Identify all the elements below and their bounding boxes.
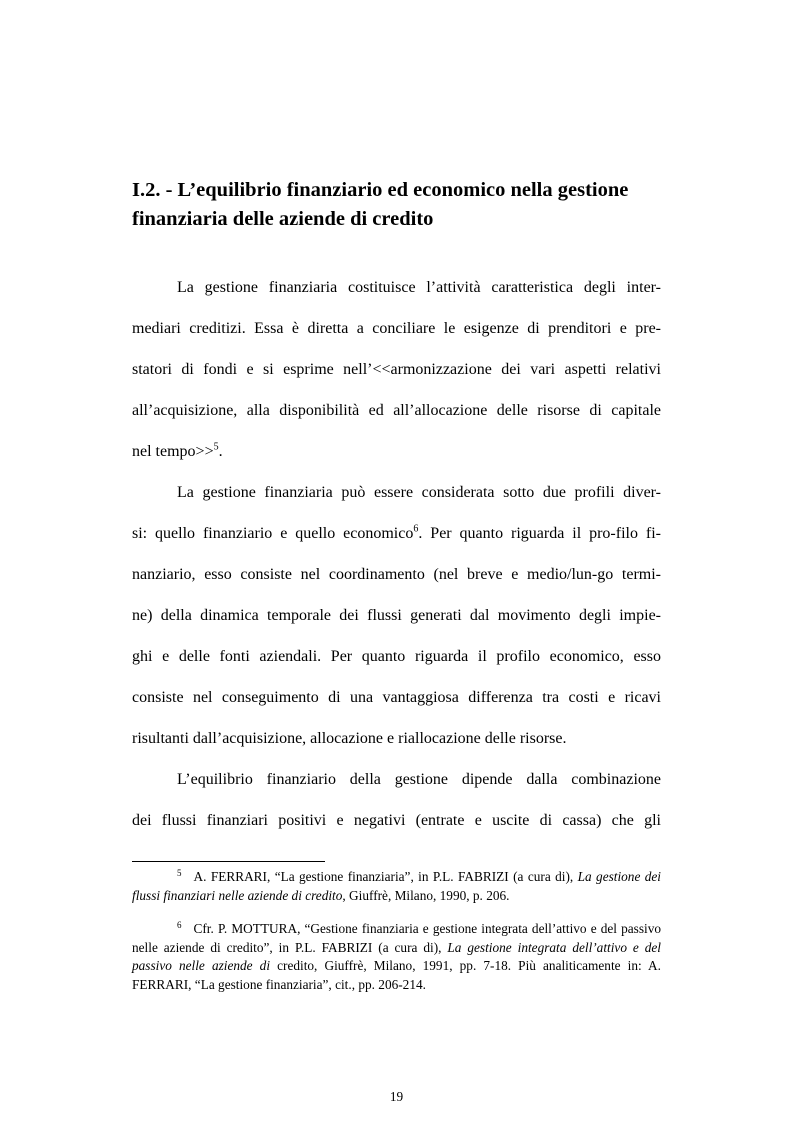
footnote-title: La gestione integrata dell’attivo e del passivo nelle aziende di (132, 939, 661, 973)
section-heading (132, 176, 672, 234)
body-line: L’equilibrio finanziario della gestione dipende dalla combinazione (177, 771, 661, 788)
body-line: all’acquisizione, alla disponibilità ed all’allocazione delle risorse di capitale (132, 402, 661, 419)
footnote-marker: 5 (177, 867, 182, 878)
body-line: statori di fondi e si esprime nell’<<armonizzazione dei vari aspetti relativi (132, 361, 661, 378)
body-line: La gestione finanziaria può essere considerata sotto due profili diver- (177, 484, 661, 501)
section-heading-line-2: finanziaria delle aziende di credito (132, 208, 434, 230)
footnote-title: La gestione dei flussi finanziari nelle aziende di credito (132, 869, 661, 903)
page-number: 19 (389, 1089, 404, 1104)
body-line: consiste nel conseguimento di una vantaggiosa differenza tra costi e ricavi (132, 689, 661, 706)
body-line: La gestione finanziaria costituisce l’attività caratteristica degli inter- (177, 279, 661, 296)
body-line: ne) della dinamica temporale dei flussi generati dal movimento degli impie- (132, 607, 661, 624)
footnote-marker: 6 (177, 919, 182, 930)
footnote-ref-6[interactable]: 6 (413, 523, 419, 535)
body-line: ghi e delle fonti aziendali. Per quanto riguarda il profilo economico, esso (132, 648, 661, 665)
body-line: nel tempo>>$^5$. (132, 441, 223, 460)
body-line: risultanti dall’acquisizione, allocazione e riallocazione delle risorse. (132, 730, 567, 747)
body-line: nanziario, esso consiste nel coordinamento (nel breve e medio/lun-go termi- (132, 566, 661, 583)
footnote-5: $^5$ A. FERRARI, “La gestione finanziaria”, in P.L. FABRIZI (a cura di), La gestione dei flussi finanziari nelle aziende di credito, Giuffrè, Milano, 1990, p. 206. (132, 867, 661, 903)
footnote-ref-5[interactable]: 5 (213, 441, 219, 453)
footnote-separator (132, 861, 325, 862)
section-heading-line-1: I.2. - L’equilibrio finanziario ed economico nella gestione (132, 179, 629, 201)
footnote-6: $^6$ Cfr. P. MOTTURA, “Gestione finanziaria e gestione integrata dell’attivo e del passivo nelle aziende di credito”, in P.L. FABRIZI (a cura di), La gestione integrata dell’attivo e del passivo nelle aziende di credito, Giuffrè, Milano, 1991, pp. 7-18. Più analiticamente in: A. FERRARI, “La gestione finanziaria”, cit., pp. 206-214. (132, 919, 661, 992)
body-line: si: quello finanziario e quello economico$^6$. Per quanto riguarda il pro-filo fi- (132, 523, 661, 542)
body-line: mediari creditizi. Essa è diretta a conciliare le esigenze di prenditori e pre- (132, 320, 661, 337)
body-line: dei flussi finanziari positivi e negativi (entrate e uscite di cassa) che gli (132, 812, 661, 829)
